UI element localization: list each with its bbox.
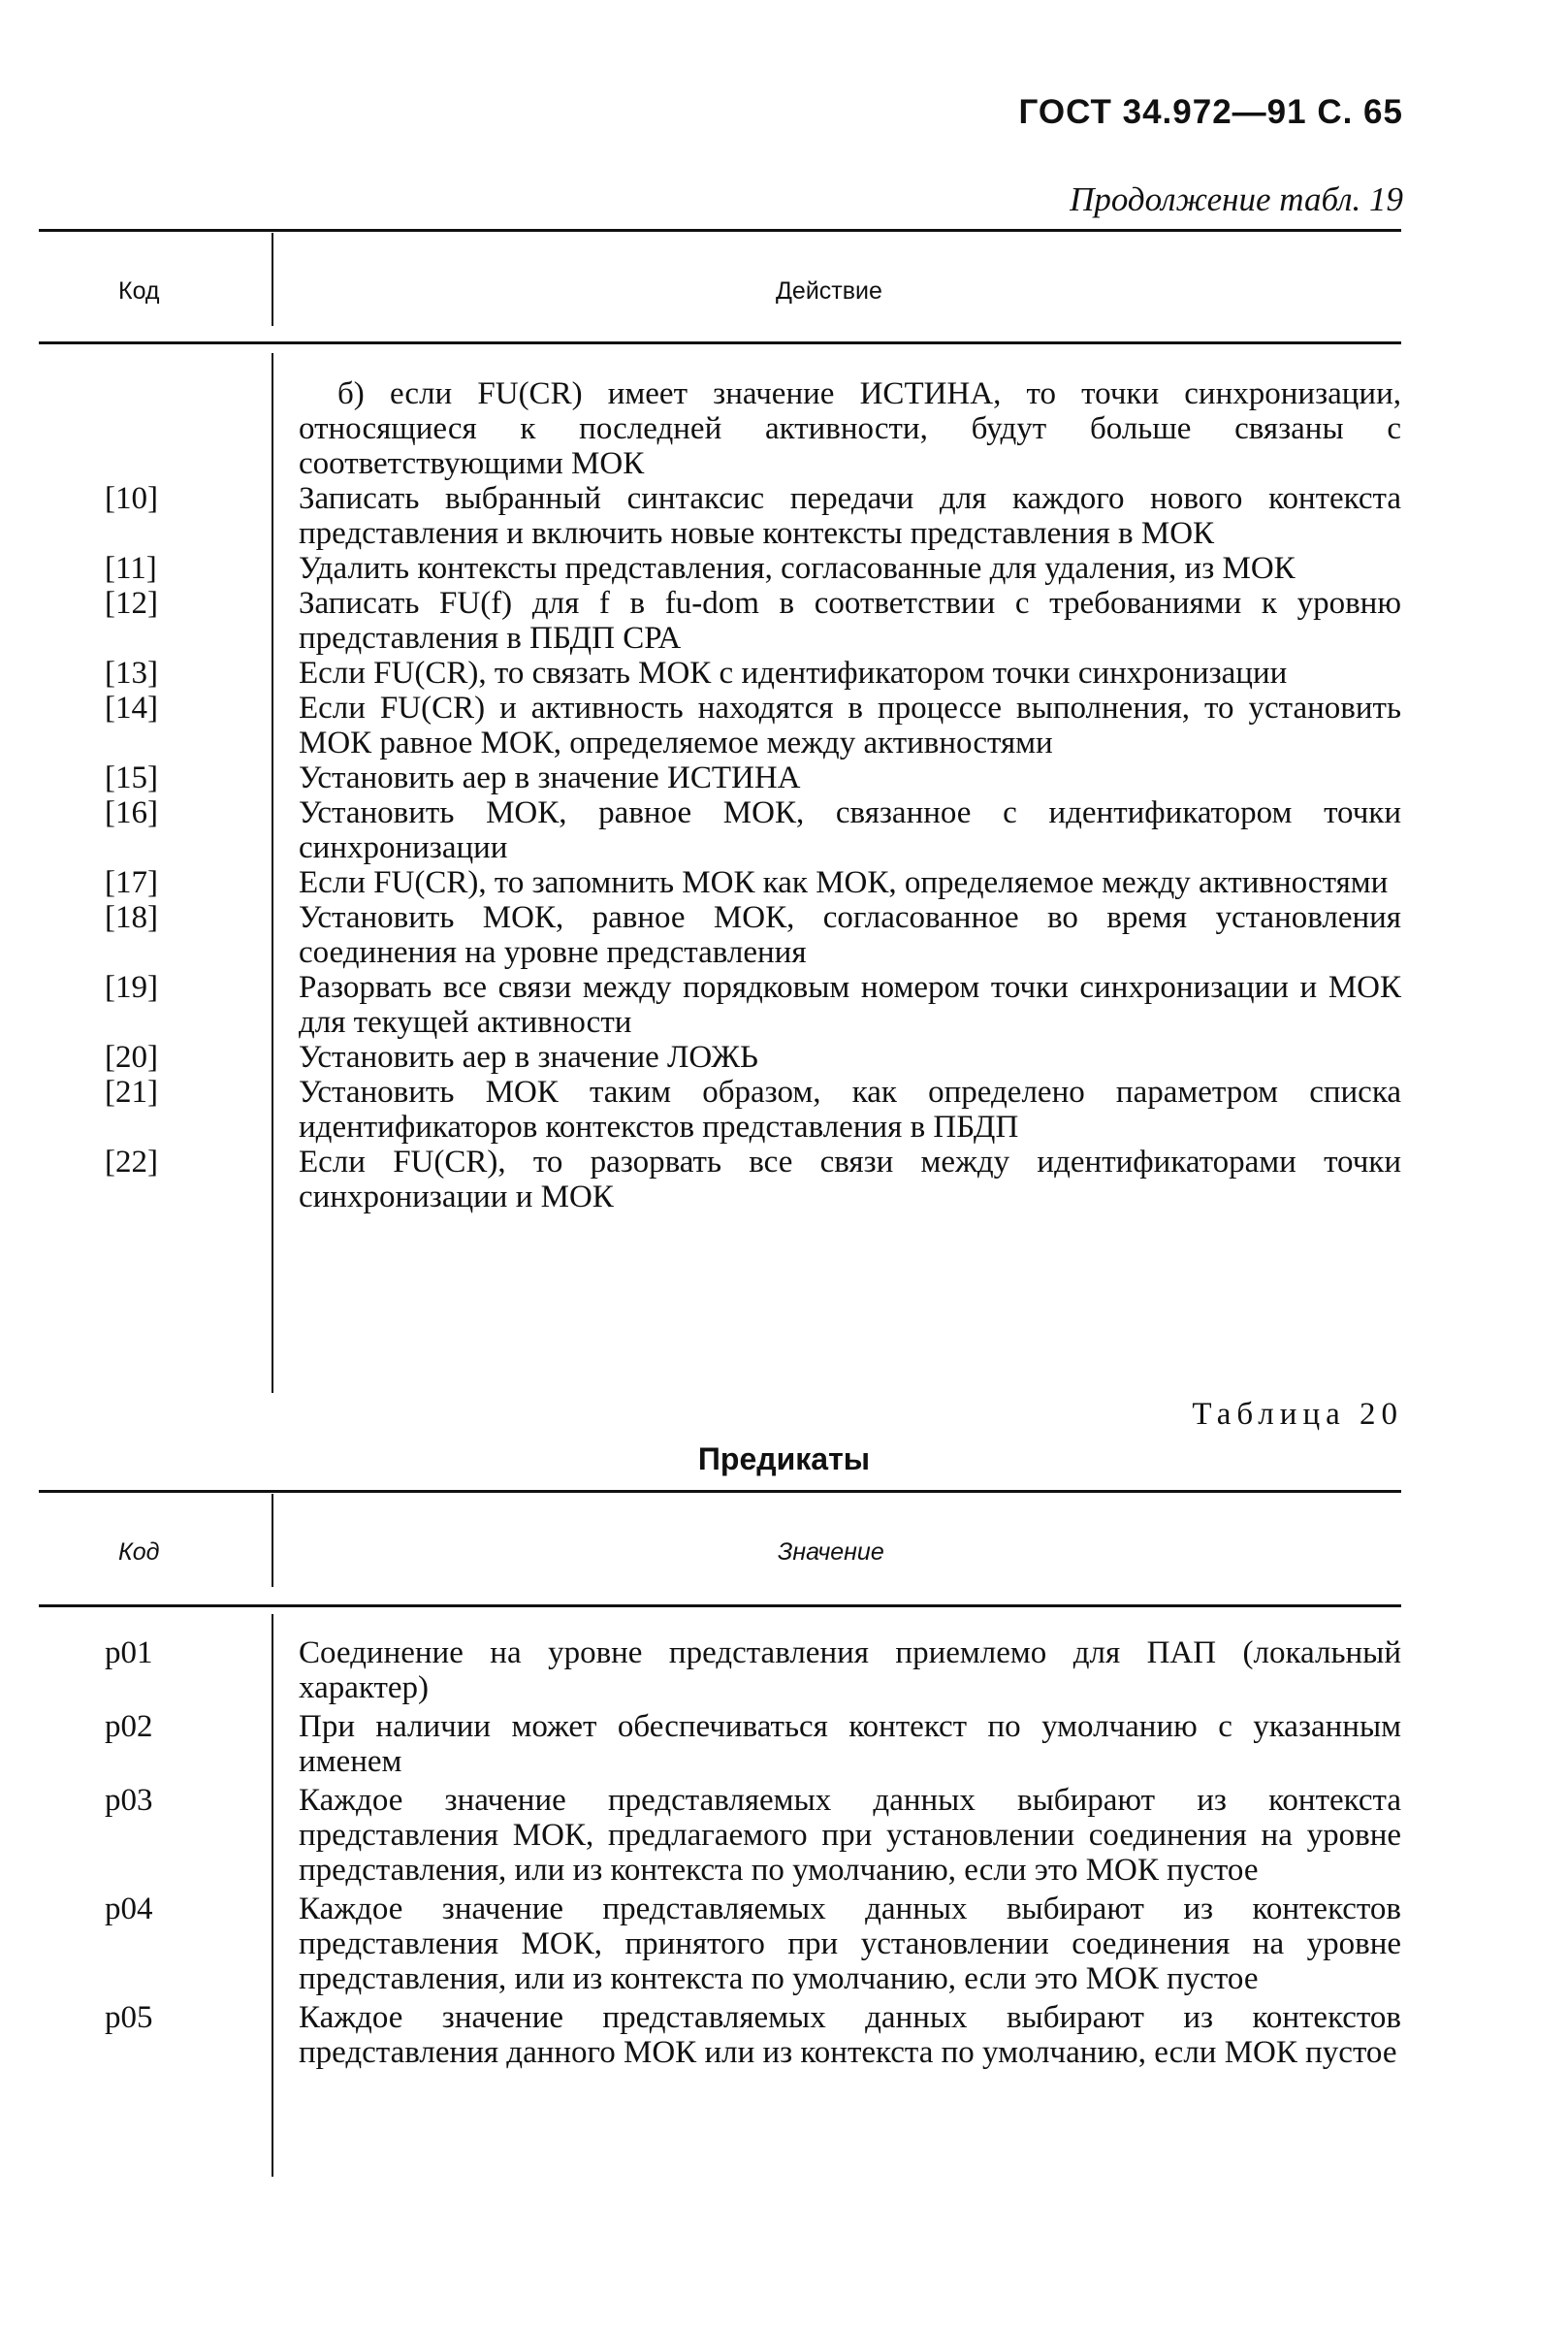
row-text: Если FU(CR), то запомнить МОК как МОК, определяемое между активностями <box>299 865 1389 900</box>
table-row <box>39 2000 1401 2070</box>
row-text: Каждое значение представляемых данных выбирают из контекстов представления данного МОК или из контекста по умолчанию, если МОК пустое <box>299 2000 1401 2070</box>
column-header-code: Код <box>118 277 160 305</box>
row-text: Если FU(CR), то связать МОК с идентификатором точки синхронизации <box>299 656 1288 691</box>
column-header-value: Значение <box>778 1538 884 1566</box>
row-text: Если FU(CR), то разорвать все связи между идентификаторами точки синхронизации и МОК <box>299 1145 1401 1214</box>
row-code: [12] <box>105 586 158 621</box>
row-text: Каждое значение представляемых данных выбирают из контекстов представления МОК, принятого при установлении соединения на уровне представления, или из контекста по умолчанию, если это МОК пустое <box>299 1892 1401 1996</box>
row-text: Установить МОК, равное МОК, связанное с идентификатором точки синхронизации <box>299 795 1401 865</box>
table-row <box>39 1040 1401 1075</box>
table-row <box>39 1783 1401 1888</box>
row-code: p02 <box>105 1709 153 1744</box>
row-code: p05 <box>105 2000 153 2035</box>
row-text: Если FU(CR) и активность находятся в процессе выполнения, то установить МОК равное МОК, определяемое между активностями <box>299 691 1401 760</box>
row-text: Каждое значение представляемых данных выбирают из контекста представления МОК, предлагаемого при установлении соединения на уровне представления, или из контекста по умолчанию, если это МОК пустое <box>299 1783 1401 1888</box>
row-text: Записать выбранный синтаксис передачи для каждого нового контекста представления и включить новые контексты представления в МОК <box>299 481 1401 551</box>
table-body <box>39 376 1401 1214</box>
table-row <box>39 900 1401 970</box>
table-20-title: Предикаты <box>697 1441 871 1476</box>
row-code: [13] <box>105 656 158 691</box>
row-code: [17] <box>105 865 158 900</box>
intro-row <box>39 376 1401 481</box>
table-row <box>39 1145 1401 1214</box>
row-text: При наличии может обеспечиваться контекст по умолчанию с указанным именем <box>299 1709 1401 1779</box>
table-top-rule <box>39 229 1401 232</box>
row-text: Соединение на уровне представления приемлемо для ПАП (локальный характер) <box>299 1635 1401 1705</box>
table-row <box>39 551 1401 586</box>
row-text: Записать FU(f) для f в fu-dom в соответствии с требованиями к уровню представления в ПБДП СРА <box>299 586 1401 656</box>
table-row <box>39 586 1401 656</box>
row-code: p04 <box>105 1892 153 1926</box>
header-bottom-rule <box>39 1604 1401 1607</box>
table-row <box>39 865 1401 900</box>
row-code: [11] <box>105 551 157 586</box>
table-row <box>39 795 1401 865</box>
table-row <box>39 1892 1401 1996</box>
table-19 <box>39 229 1401 1393</box>
header-bottom-rule <box>39 341 1401 344</box>
table-row <box>39 970 1401 1040</box>
row-code: [15] <box>105 760 158 795</box>
row-code: p01 <box>105 1635 153 1670</box>
row-code: [21] <box>105 1075 158 1110</box>
row-text: Установить аер в значение ЛОЖЬ <box>299 1040 758 1075</box>
table-row <box>39 760 1401 795</box>
table-row <box>39 481 1401 551</box>
row-text: Удалить контексты представления, согласованные для удаления, из МОК <box>299 551 1296 586</box>
table-row <box>39 691 1401 760</box>
row-code: p03 <box>105 1783 153 1818</box>
table-body <box>39 1635 1401 2074</box>
page-header: ГОСТ 34.972—91 С. 65 <box>1018 93 1403 131</box>
column-header-action: Действие <box>776 277 882 305</box>
column-header-code: Код <box>118 1538 160 1566</box>
header-divider <box>272 1494 273 1587</box>
row-code: [16] <box>105 795 158 830</box>
intro-text: б) если FU(CR) имеет значение ИСТИНА, то точки синхронизации, относящиеся к последней активности, будут больше связаны с соответствующими МОК <box>299 376 1401 481</box>
row-text: Разорвать все связи между порядковым номером точки синхронизации и МОК для текущей активности <box>299 970 1401 1040</box>
table-20-caption: Таблица 20 <box>1192 1397 1403 1432</box>
row-code: [19] <box>105 970 158 1005</box>
row-code: [10] <box>105 481 158 516</box>
row-text: Установить МОК таким образом, как определено параметром списка идентификаторов контекстов представления в ПБДП <box>299 1075 1401 1145</box>
header-divider <box>272 233 273 326</box>
table-20 <box>39 1490 1401 2188</box>
table-continuation-label: Продолжение табл. 19 <box>1070 180 1403 218</box>
table-top-rule <box>39 1490 1401 1493</box>
table-row <box>39 656 1401 691</box>
row-code: [14] <box>105 691 158 726</box>
row-code: [22] <box>105 1145 158 1180</box>
table-row <box>39 1635 1401 1705</box>
row-text: Установить аер в значение ИСТИНА <box>299 760 801 795</box>
row-code: [18] <box>105 900 158 935</box>
table-row <box>39 1075 1401 1145</box>
row-code: [20] <box>105 1040 158 1075</box>
row-text: Установить МОК, равное МОК, согласованное во время установления соединения на уровне представления <box>299 900 1401 970</box>
table-row <box>39 1709 1401 1779</box>
